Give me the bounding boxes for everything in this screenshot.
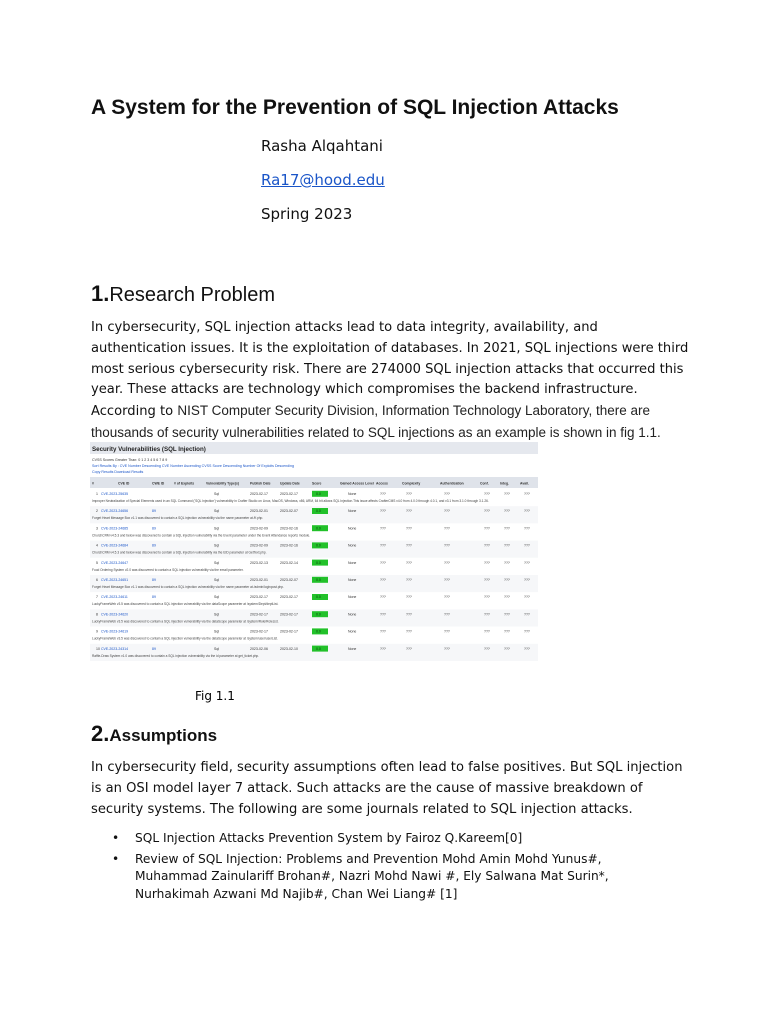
unknown-value: ??? xyxy=(444,578,450,582)
unknown-value: ??? xyxy=(504,543,510,548)
score-value: 0.0 xyxy=(316,492,321,496)
table-header-cell: Update Date xyxy=(280,481,300,486)
table-header-cell: Conf. xyxy=(480,481,489,486)
cve-id-link[interactable]: CVE-2023-24651 xyxy=(101,578,129,582)
row-number: 7 xyxy=(96,595,98,600)
reference-list xyxy=(112,830,672,906)
cve-id-link[interactable]: CVE-2023-24656 xyxy=(101,509,129,514)
unknown-value: ??? xyxy=(504,526,510,531)
score-value: 0.0 xyxy=(316,595,321,600)
cve-id-link[interactable]: CVE-2023-24647 xyxy=(101,560,129,565)
figure-subline-copy: Copy Results Download Results xyxy=(92,470,144,474)
table-header-cell: Authentication xyxy=(440,481,464,486)
table-header-cell: Gained Access Level xyxy=(340,481,374,486)
unknown-value: ??? xyxy=(406,543,412,548)
unknown-value: ??? xyxy=(406,526,412,531)
vulnerability-type: Sql xyxy=(214,492,220,496)
unknown-value: ??? xyxy=(444,612,450,617)
unknown-value: ??? xyxy=(524,578,530,582)
gained-access-level: None xyxy=(348,612,357,617)
unknown-value: ??? xyxy=(406,612,412,617)
unknown-value: ??? xyxy=(524,629,530,634)
table-header-cell: CWE ID xyxy=(152,481,165,486)
row-description: Forget Heart Message Box v1.1 was discovered to contain a SQL injection vulnerability via the name parameter at /lf.php. xyxy=(92,516,264,521)
unknown-value: ??? xyxy=(444,595,450,600)
table-row xyxy=(90,506,538,523)
paragraph-text: In cybersecurity, SQL injection attacks lead to data integrity, availability, and authentication issues. It is the exploitation of databases. In 2021, SQL injections were third most serious cybersecurity risk. There are 274000 SQL injection attacks that occurred this year. These attacks are technology which compromises the backend infrastructure. According to xyxy=(91,320,689,420)
cwe-id-link[interactable]: 89 xyxy=(152,526,156,531)
unknown-value: ??? xyxy=(444,509,450,514)
unknown-value: ??? xyxy=(406,629,412,634)
unknown-value: ??? xyxy=(504,560,510,565)
row-description: Forget Heart Message Box v1.1 was discovered to contain a SQL injection vulnerability via the name parameter at /admin/loginpost.php. xyxy=(92,585,284,589)
unknown-value: ??? xyxy=(504,595,510,600)
list-item xyxy=(112,851,672,904)
vulnerability-type: Sql xyxy=(214,612,220,617)
unknown-value: ??? xyxy=(504,629,510,634)
table-header-cell: # xyxy=(92,481,94,486)
unknown-value: ??? xyxy=(524,612,530,617)
unknown-value: ??? xyxy=(524,509,530,514)
update-date: 2023-02-17 xyxy=(280,595,298,600)
publish-date: 2023-02-09 xyxy=(250,543,268,548)
score-value: 0.0 xyxy=(316,629,321,634)
table-header-cell: Avail. xyxy=(520,481,529,486)
update-date: 2023-02-10 xyxy=(280,646,298,651)
row-number: 8 xyxy=(96,612,98,617)
publish-date: 2023-02-17 xyxy=(250,492,268,496)
unknown-value: ??? xyxy=(484,578,490,582)
table-row xyxy=(90,609,538,626)
unknown-value: ??? xyxy=(406,646,412,651)
vulnerability-type: Sql xyxy=(214,578,220,582)
update-date: 2023-02-16 xyxy=(280,526,298,531)
publish-date: 2023-02-17 xyxy=(250,595,268,600)
unknown-value: ??? xyxy=(524,646,530,651)
cwe-id-link[interactable]: 89 xyxy=(152,595,156,600)
row-description: ChurchCRM v4.5.3 and below was discovered to contain a SQL injection vulnerability via the EID parameter at GetText.php. xyxy=(92,550,267,555)
unknown-value: ??? xyxy=(484,543,490,548)
update-date: 2023-02-17 xyxy=(280,612,298,617)
publish-date: 2023-02-13 xyxy=(250,560,268,565)
gained-access-level: None xyxy=(348,595,357,600)
row-number: 4 xyxy=(96,543,98,548)
unknown-value: ??? xyxy=(484,560,490,565)
row-number: 3 xyxy=(96,526,98,531)
unknown-value: ??? xyxy=(444,646,450,651)
vulnerability-type: Sql xyxy=(214,595,220,600)
table-header-cell: Vulnerability Type(s) xyxy=(206,481,239,486)
unknown-value: ??? xyxy=(484,492,490,496)
unknown-value: ??? xyxy=(484,646,490,651)
unknown-value: ??? xyxy=(484,526,490,531)
vulnerability-type: Sql xyxy=(214,543,220,548)
bullet-icon: • xyxy=(112,831,120,845)
unknown-value: ??? xyxy=(380,612,386,617)
row-number: 5 xyxy=(96,560,98,565)
gained-access-level: None xyxy=(348,526,357,531)
unknown-value: ??? xyxy=(524,492,530,496)
row-description: LuckyFrameWeb v3.5 was discovered to contain a SQL injection vulnerability via the dataScope parameter at /system/user/userList. xyxy=(92,636,278,641)
row-number: 1 xyxy=(96,492,98,496)
cve-id-link[interactable]: CVE-2023-24620 xyxy=(101,612,129,617)
unknown-value: ??? xyxy=(524,543,530,548)
cve-id-link[interactable]: CVE-2023-24619 xyxy=(101,629,129,634)
row-number: 10 xyxy=(96,646,100,651)
section-heading-research-problem xyxy=(91,281,275,307)
section-label: Assumptions xyxy=(109,726,218,745)
update-date: 2023-02-16 xyxy=(280,543,298,548)
unknown-value: ??? xyxy=(484,595,490,600)
table-header-cell: Integ. xyxy=(500,481,510,486)
cve-id-link[interactable]: CVE-2023-25635 xyxy=(101,492,129,496)
section-heading-assumptions xyxy=(91,721,217,747)
research-problem-paragraph xyxy=(91,318,691,445)
table-row xyxy=(90,575,538,592)
unknown-value: ??? xyxy=(444,543,450,548)
table-header-cell: Score xyxy=(312,481,322,486)
row-description: Food Ordering System v2.0 was discovered to contain a SQL injection vulnerability via the email parameter. xyxy=(92,567,244,572)
table-row xyxy=(90,523,538,540)
row-description: LuckyFrameWeb v3.5 was discovered to contain a SQL injection vulnerability via the dataScope parameter at /system/Dept/deptList. xyxy=(92,602,279,607)
table-row xyxy=(90,558,538,575)
vulnerability-type: Sql xyxy=(214,629,220,634)
table-header-cell: Access xyxy=(376,481,388,486)
publish-date: 2023-02-17 xyxy=(250,612,268,617)
publish-date: 2023-02-06 xyxy=(250,646,268,651)
unknown-value: ??? xyxy=(380,526,386,531)
unknown-value: ??? xyxy=(504,509,510,514)
cwe-id-link[interactable]: 89 xyxy=(152,578,156,582)
row-description: ChurchCRM v4.5.3 and below was discovered to contain a SQL injection vulnerability via the Event parameter under the Event Attendance reports module. xyxy=(92,533,311,538)
unknown-value: ??? xyxy=(380,629,386,634)
section-number: 1. xyxy=(91,281,110,306)
table-row xyxy=(90,489,538,506)
table-header-cell: # of Exploits xyxy=(174,481,195,486)
table-header-cell: CVE ID xyxy=(118,481,130,486)
unknown-value: ??? xyxy=(380,560,386,565)
reference-text: Review of SQL Injection: Problems and Prevention Mohd Amin Mohd Yunus#, Muhammad Zainulariff Brohan#, Nazri Mohd Nawi #, Ely Salwana Mat Surin*, Nurhakimah Azwani Md Najib#, Chan Wei Liang# [1] xyxy=(135,851,609,901)
cve-id-link[interactable]: CVE-2023-24685 xyxy=(101,526,129,531)
cwe-id-link[interactable]: 89 xyxy=(152,646,156,651)
unknown-value: ??? xyxy=(406,560,412,565)
unknown-value: ??? xyxy=(524,595,530,600)
vulnerability-type: Sql xyxy=(214,509,220,514)
unknown-value: ??? xyxy=(504,646,510,651)
row-description: Raffle-Draw System v1.0 was discovered to contain a SQL injection vulnerability via the id parameter at get_ticket.php. xyxy=(92,653,260,658)
unknown-value: ??? xyxy=(444,629,450,634)
update-date: 2023-02-17 xyxy=(280,629,298,634)
unknown-value: ??? xyxy=(406,578,412,582)
gained-access-level: None xyxy=(348,646,357,651)
row-number: 6 xyxy=(96,578,98,582)
figure-subline-scores: CVSS Scores Greater Than: 0 1 2 3 4 5 6 7 8 9 xyxy=(92,458,168,462)
score-value: 0.0 xyxy=(316,560,321,565)
unknown-value: ??? xyxy=(380,646,386,651)
table-body xyxy=(90,489,538,661)
unknown-value: ??? xyxy=(524,560,530,565)
update-date: 2023-02-07 xyxy=(280,578,298,582)
row-description: LuckyFrameWeb v3.5 was discovered to contain a SQL injection vulnerability via the dataScope parameter at /system/Role/RoleList. xyxy=(92,619,279,624)
unknown-value: ??? xyxy=(380,543,386,548)
unknown-value: ??? xyxy=(444,560,450,565)
unknown-value: ??? xyxy=(444,526,450,531)
cwe-id-link[interactable]: 89 xyxy=(152,509,156,514)
score-value: 0.0 xyxy=(316,526,321,531)
reference-text: SQL Injection Attacks Prevention System by Fairoz Q.Kareem[0] xyxy=(135,831,523,845)
gained-access-level: None xyxy=(348,629,357,634)
row-number: 9 xyxy=(96,629,98,634)
gained-access-level: None xyxy=(348,543,357,548)
cve-id-link[interactable]: CVE-2023-24611 xyxy=(101,595,128,600)
unknown-value: ??? xyxy=(380,492,386,496)
unknown-value: ??? xyxy=(484,509,490,514)
score-value: 0.0 xyxy=(316,543,321,548)
term: Spring 2023 xyxy=(261,205,353,223)
publish-date: 2023-02-17 xyxy=(250,629,268,634)
gained-access-level: None xyxy=(348,560,357,565)
table-row xyxy=(90,627,538,644)
gained-access-level: None xyxy=(348,578,357,582)
vulnerability-type: Sql xyxy=(214,560,220,565)
score-value: 0.0 xyxy=(316,509,321,514)
vulnerability-type: Sql xyxy=(214,526,220,531)
score-value: 0.0 xyxy=(316,578,321,582)
vulnerability-type: Sql xyxy=(214,646,220,651)
publish-date: 2023-02-09 xyxy=(250,526,268,531)
unknown-value: ??? xyxy=(406,595,412,600)
figure-subline-sort: Sort Results By : CVE Number Descending CVE Number Ascending CVSS Score Descending Number Of Exploits Descending xyxy=(92,464,294,468)
section-number: 2. xyxy=(91,721,110,746)
unknown-value: ??? xyxy=(484,612,490,617)
table-header-cell: Publish Date xyxy=(250,481,271,486)
unknown-value: ??? xyxy=(444,492,450,496)
gained-access-level: None xyxy=(348,492,357,496)
unknown-value: ??? xyxy=(406,492,412,496)
row-description: Improper Neutralization of Special Elements used in an SQL Command ('SQL Injection') vulnerability in Crafter Studio on Linux, MacOS, Windows, x86, ARM, 64 bit allows SQL Injection.This issue affects CrafterCMS v4.0 from 4.0.0 through 4.0.1, and v3.1 from 3.1.0 through 3.1.26. xyxy=(92,499,489,503)
section-label: Research Problem xyxy=(109,284,275,306)
update-date: 2023-02-14 xyxy=(280,560,298,565)
assumptions-paragraph: In cybersecurity field, security assumptions often lead to false positives. But SQL injection is an OSI model layer 7 attack. Such attacks are the cause of massive breakdown of security systems. The following are some journals related to SQL injection attacks. xyxy=(91,760,683,817)
score-value: 0.0 xyxy=(316,646,321,651)
figure-heading: Security Vulnerabilities (SQL Injection) xyxy=(92,446,206,453)
gained-access-level: None xyxy=(348,509,357,514)
unknown-value: ??? xyxy=(380,509,386,514)
unknown-value: ??? xyxy=(524,526,530,531)
author-name: Rasha Alqahtani xyxy=(261,137,383,155)
paragraph-text-nist: NIST Computer Security Division, Information Technology Laboratory, there are thousands of security vulnerabilities related to SQL injections as an example is shown in fig 1.1. xyxy=(91,403,661,440)
cve-id-link[interactable]: CVE-2023-24684 xyxy=(101,543,129,548)
unknown-value: ??? xyxy=(380,578,386,582)
update-date: 2023-02-07 xyxy=(280,509,298,514)
table-row xyxy=(90,644,538,661)
score-value: 0.0 xyxy=(316,612,321,617)
document-title: A System for the Prevention of SQL Injection Attacks xyxy=(91,96,619,119)
unknown-value: ??? xyxy=(380,595,386,600)
unknown-value: ??? xyxy=(504,578,510,582)
table-row xyxy=(90,541,538,558)
unknown-value: ??? xyxy=(406,509,412,514)
unknown-value: ??? xyxy=(504,492,510,496)
cwe-id-link[interactable]: 89 xyxy=(152,543,156,548)
list-item xyxy=(112,830,672,848)
unknown-value: ??? xyxy=(484,629,490,634)
bullet-icon: • xyxy=(112,851,120,866)
row-number: 2 xyxy=(96,509,98,514)
publish-date: 2023-02-01 xyxy=(250,509,268,514)
figure-caption: Fig 1.1 xyxy=(195,689,235,703)
table-row xyxy=(90,592,538,609)
publish-date: 2023-02-01 xyxy=(250,578,268,582)
unknown-value: ??? xyxy=(504,612,510,617)
table-header-cell: Complexity xyxy=(402,481,421,486)
author-email-link[interactable]: Ra17@hood.edu xyxy=(261,171,385,189)
figure-vulnerability-table xyxy=(90,442,538,682)
update-date: 2023-02-17 xyxy=(280,492,298,496)
cve-id-link[interactable]: CVE-2023-24314 xyxy=(101,646,129,651)
